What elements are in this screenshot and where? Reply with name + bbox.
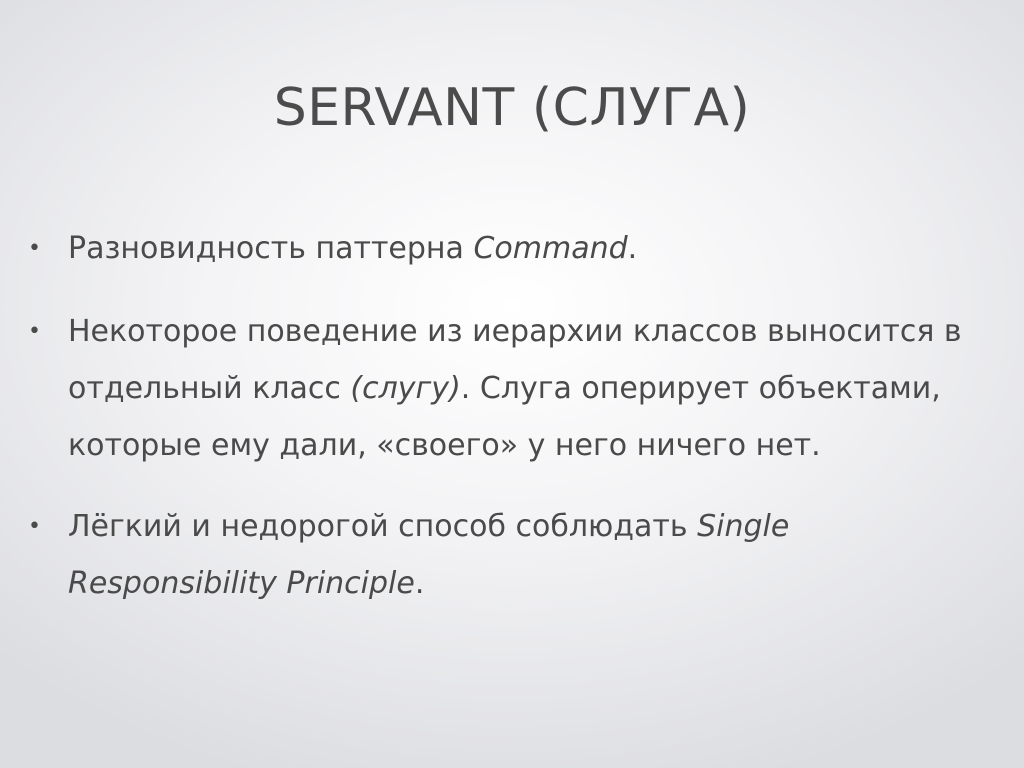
bullet-3-tail: . bbox=[414, 566, 425, 601]
bullet-3-text: Лёгкий и недорогой способ соблюдать bbox=[68, 509, 698, 544]
bullet-dot-icon: • bbox=[28, 236, 41, 261]
bullet-dot-icon: • bbox=[28, 514, 41, 539]
bullet-2-tail: . Слуга оперирует объектами, которые ему дали, «своего» у него ничего нет. bbox=[68, 371, 941, 463]
bullet-list bbox=[28, 220, 988, 612]
bullet-3-italic: Single Responsibility Principle bbox=[68, 509, 790, 601]
bullet-dot-icon: • bbox=[28, 319, 41, 344]
bullet-item-3 bbox=[28, 498, 988, 612]
slide-title: SERVANT (СЛУГА) bbox=[273, 78, 751, 138]
bullet-2-text: Некоторое поведение из иерархии классов выносится в отдельный класс bbox=[68, 314, 962, 406]
bullet-1-text: Разновидность паттерна bbox=[68, 231, 474, 266]
bullet-1-italic: Command bbox=[473, 231, 628, 266]
bullet-1-tail: . bbox=[627, 231, 638, 266]
bullet-item-2 bbox=[28, 303, 988, 474]
bullet-item-1 bbox=[28, 220, 988, 277]
bullet-2-italic: (слугу) bbox=[350, 371, 461, 406]
